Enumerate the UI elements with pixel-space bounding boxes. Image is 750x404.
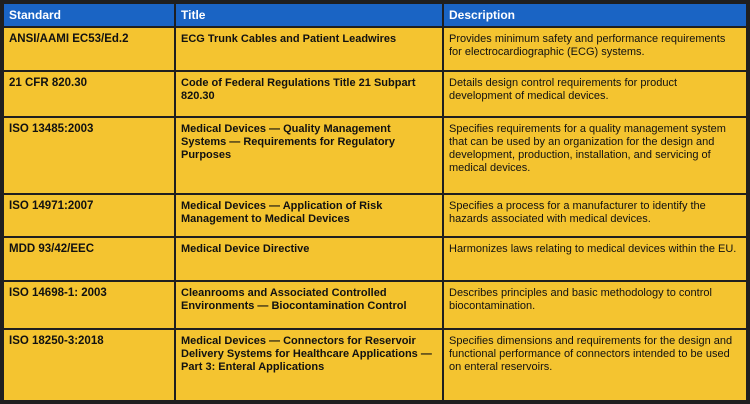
- cell-title: Code of Federal Regulations Title 21 Subpart 820.30: [176, 72, 442, 116]
- cell-title: Medical Devices — Application of Risk Management to Medical Devices: [176, 195, 442, 236]
- cell-standard: 21 CFR 820.30: [4, 72, 174, 116]
- cell-description: Harmonizes laws relating to medical devices within the EU.: [444, 238, 746, 280]
- table-header-row: [4, 4, 746, 26]
- table-row: [4, 118, 746, 193]
- cell-standard: ISO 14971:2007: [4, 195, 174, 236]
- header-title: Title: [176, 4, 442, 26]
- cell-description: Describes principles and basic methodology to control biocontamination.: [444, 282, 746, 328]
- cell-description: Provides minimum safety and performance requirements for electrocardiographic (ECG) systems.: [444, 28, 746, 70]
- cell-standard: ISO 14698-1: 2003: [4, 282, 174, 328]
- table-row: [4, 28, 746, 70]
- cell-standard: ISO 13485:2003: [4, 118, 174, 193]
- cell-title: ECG Trunk Cables and Patient Leadwires: [176, 28, 442, 70]
- cell-description: Specifies requirements for a quality management system that can be used by an organization for the design and development, production, installation, and servicing of medical devices.: [444, 118, 746, 193]
- header-standard: Standard: [4, 4, 174, 26]
- table-row: [4, 238, 746, 280]
- table-row: [4, 72, 746, 116]
- cell-title: Medical Devices — Quality Management Systems — Requirements for Regulatory Purposes: [176, 118, 442, 193]
- table-row: [4, 195, 746, 236]
- cell-description: Specifies a process for a manufacturer to identify the hazards associated with medical devices.: [444, 195, 746, 236]
- cell-standard: MDD 93/42/EEC: [4, 238, 174, 280]
- cell-description: Specifies dimensions and requirements for the design and functional performance of connectors intended to be used on enteral reservoirs.: [444, 330, 746, 400]
- cell-description: Details design control requirements for product development of medical devices.: [444, 72, 746, 116]
- cell-title: Medical Devices — Connectors for Reservoir Delivery Systems for Healthcare Applications — Part 3: Enteral Applications: [176, 330, 442, 400]
- cell-standard: ANSI/AAMI EC53/Ed.2: [4, 28, 174, 70]
- cell-standard: ISO 18250-3:2018: [4, 330, 174, 400]
- cell-title: Cleanrooms and Associated Controlled Environments — Biocontamination Control: [176, 282, 442, 328]
- header-description: Description: [444, 4, 746, 26]
- standards-table: [2, 2, 748, 402]
- table-row: [4, 282, 746, 328]
- table-row: [4, 330, 746, 400]
- cell-title: Medical Device Directive: [176, 238, 442, 280]
